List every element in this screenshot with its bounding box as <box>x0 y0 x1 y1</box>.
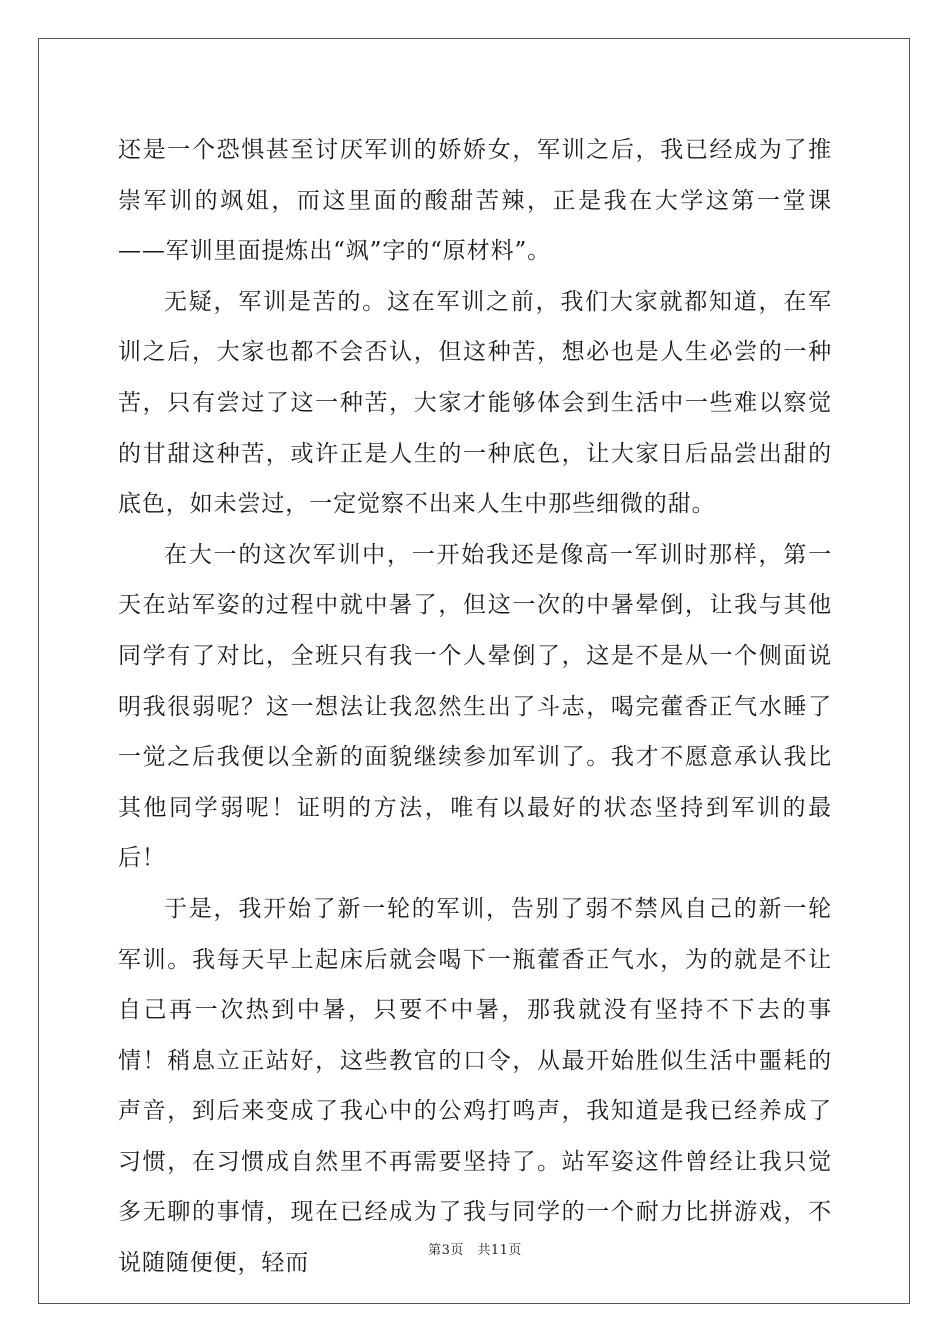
paragraph-3: 在大一的这次军训中，一开始我还是像高一军训时那样，第一天在站军姿的过程中就中暑了，但这一次的中暑晕倒，让我与其他同学有了对比，全班只有我一个人晕倒了，这是不是从一个侧面说明我很弱呢？这一想法让我忽然生出了斗志，喝完藿香正气水睡了一觉之后我便以全新的面貌继续参加军训了。我才不愿意承认我比其他同学弱呢！证明的方法，唯有以最好的状态坚持到军训的最后！ <box>118 541 832 872</box>
paragraph-1: 还是一个恐惧甚至讨厌军训的娇娇女，军训之后，我已经成为了推崇军训的飒姐，而这里面的酸甜苦辣，正是我在大学这第一堂课——军训里面提炼出“飒”字的“原材料”。 <box>118 137 832 265</box>
document-body <box>118 125 832 1289</box>
paragraph-2: 无疑，军训是苦的。这在军训之前，我们大家就都知道，在军训之后，大家也都不会否认，但这种苦，想必也是人生必尝的一种苦，只有尝过了这一种苦，大家才能够体会到生活中一些难以察觉的甘甜这种苦，或许正是人生的一种底色，让大家日后品尝出甜的底色，如未尝过，一定觉察不出来人生中那些细微的甜。 <box>118 288 832 518</box>
paragraph-4: 于是，我开始了新一轮的军训，告别了弱不禁风自己的新一轮军训。我每天早上起床后就会喝下一瓶藿香正气水，为的就是不让自己再一次热到中暑，只要不中暑，那我就没有坚持不下去的事情！稍息立正站好，这些教官的口令，从最开始胜似生活中噩耗的声音，到后来变成了我心中的公鸡打鸣声，我知道是我已经养成了习惯，在习惯成自然里不再需要坚持了。站军姿这件曾经让我只觉多无聊的事情，现在已经成为了我与同学的一个耐力比拼游戏，不说随随便便，轻而 <box>118 895 832 1277</box>
page-footer: 第3页 共11页 <box>428 1243 522 1258</box>
